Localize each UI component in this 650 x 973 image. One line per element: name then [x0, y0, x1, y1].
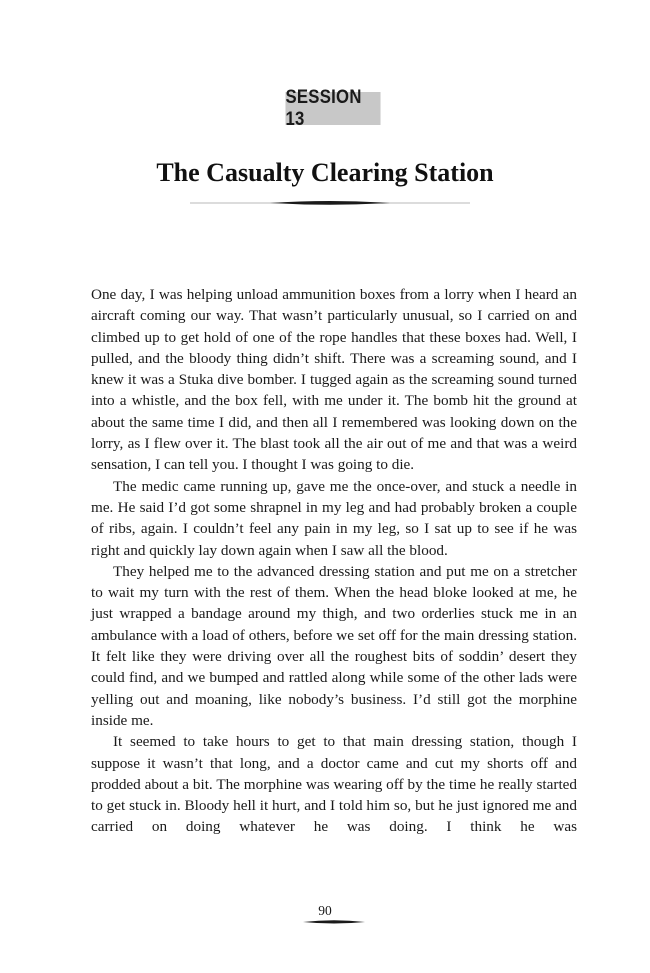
paragraph-4: It seemed to take hours to get to that main dressing station, though I suppose it wasn’t that long, and a doctor came and cut my shorts off and prodded about a bit. The morphine was wearing off by the time he really started to get stuck in. Bloody hell it hurt, and I told him so, but he just ignored me and carried on doing whatever he was doing. I think he was [91, 733, 577, 836]
session-label: SESSION 13 [285, 92, 380, 125]
paragraph-1: One day, I was helping unload ammunition boxes from a lorry when I heard an aircraft coming our way. That wasn’t particularly unusual, so I carried on and climbed up to get hold of one of the rope handles that these boxes had. Well, I pulled, and the bloody thing didn’t shift. There was a screaming sound, and I knew it was a Stuka dive bomber. I tugged again as the screaming sound turned into a whistle, and the box fell, with me under it. The bomb hit the ground at about the same time I did, and then all I remembered was looking down on the lorry, as I flew over it. The blast took all the air out of me and that was a weird sensation, I can tell you. I thought I was going to die. [91, 286, 577, 474]
paragraph-2: The medic came running up, gave me the once-over, and stuck a needle in me. He said I’d got some shrapnel in my leg and had probably broken a couple of ribs, again. I couldn’t feel any pain in my leg, so I sat up to see if he was right and quickly lay down again when I saw all the blood. [91, 477, 577, 559]
page-number: 90 [318, 903, 332, 918]
page-number-ornament [303, 918, 365, 926]
body-text [91, 284, 577, 838]
paragraph-3: They helped me to the advanced dressing station and put me on a stretcher to wait my turn with the rest of them. When the head bloke looked at me, he just wrapped a bandage around my thigh, and two orderlies stuck me in an ambulance with a load of others, before we set off for the main dressing station. It felt like they were driving over all the roughest bits of soddin’ desert they could find, and we bumped and rattled along while some of the other lads were yelling out and moaning, like nobody’s business. I’d still got the morphine inside me. [91, 562, 577, 729]
chapter-title: The Casualty Clearing Station [156, 158, 494, 187]
title-divider-ornament [190, 196, 470, 210]
